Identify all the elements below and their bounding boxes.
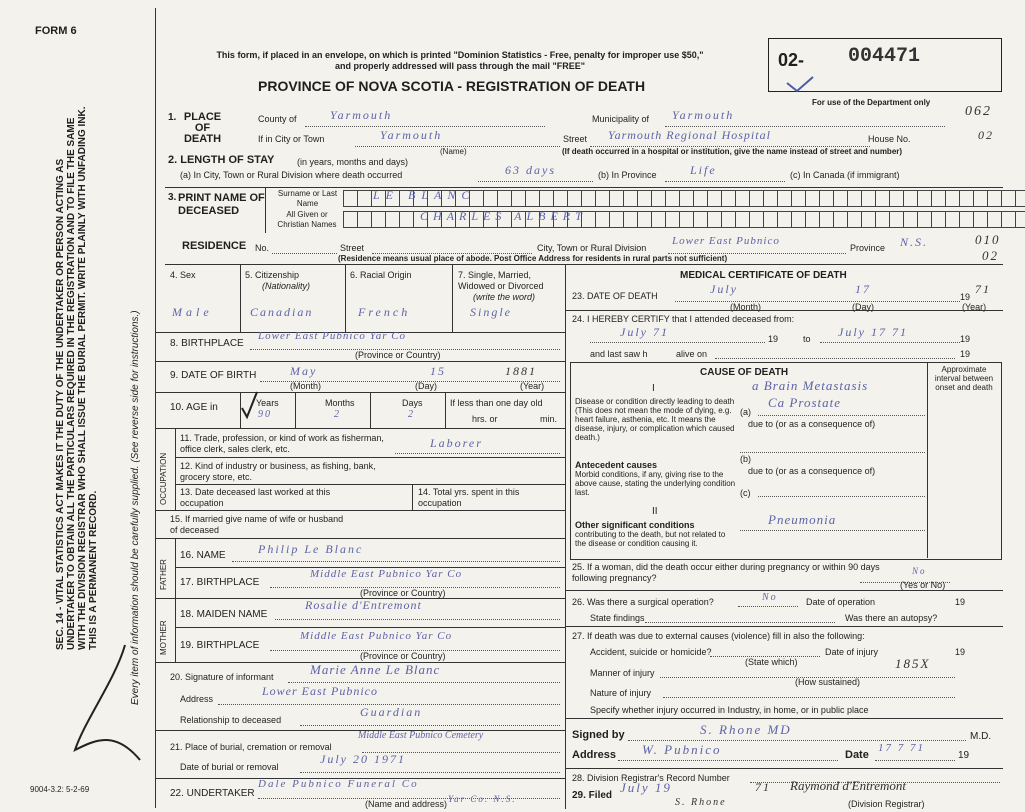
- q27-19: 19: [955, 647, 966, 657]
- signed-date-value: 17 7 71: [878, 742, 925, 754]
- dob-month-label: (Month): [290, 381, 322, 391]
- marital-sub: (write the word): [473, 292, 536, 302]
- q27-accident-label: Accident, suicide or homicide?: [590, 647, 712, 657]
- mother-maiden-label: 18. MAIDEN NAME: [180, 609, 268, 620]
- house-value: 02: [978, 128, 994, 142]
- residence-street-label: Street: [340, 243, 365, 253]
- q29-year: 71: [755, 780, 771, 794]
- q26-label: 26. Was there a surgical operation?: [572, 597, 714, 607]
- stay-canada-label: (c) In Canada (if immigrant): [790, 170, 900, 180]
- mother-birthplace-sub: (Province or Country): [360, 651, 446, 661]
- municipality-label: Municipality of: [592, 114, 650, 124]
- certify-19-b: 19: [960, 334, 971, 344]
- residence-code-2: 02: [982, 248, 999, 263]
- dob-label: 9. DATE OF BIRTH: [170, 370, 257, 381]
- q27-nature-label: Nature of injury: [590, 688, 652, 698]
- burial-place-label: 21. Place of burial, cremation or removal: [170, 742, 332, 752]
- total-years-label: 14. Total yrs. spent in this occupation: [418, 487, 520, 508]
- mother-birthplace-label: 19. BIRTHPLACE: [180, 640, 260, 651]
- informant-relation-value: Guardian: [360, 705, 423, 719]
- father-birthplace-value: Middle East Pubnico Yar Co: [310, 568, 463, 580]
- alive-on-label: alive on: [676, 349, 708, 359]
- form-title: PROVINCE OF NOVA SCOTIA - REGISTRATION OF DEATH: [258, 78, 646, 94]
- age-months-value: 2: [334, 409, 341, 420]
- racial-value: French: [358, 305, 411, 319]
- mother-maiden-value: Rosalie d'Entremont: [305, 598, 422, 612]
- father-name-label: 16. NAME: [180, 550, 226, 561]
- name-label: PRINT NAME OF DECEASED: [178, 192, 265, 217]
- undertaker-value: Dale Pubnico Funeral Co: [258, 778, 419, 790]
- stay-city-label: (a) In City, Town or Rural Division where death occurred: [180, 170, 403, 180]
- q29-sub: (Division Registrar): [848, 799, 925, 809]
- age-days-label: Days: [402, 398, 423, 408]
- age-months-label: Months: [325, 398, 355, 408]
- department-code: 062: [965, 104, 992, 119]
- side-notice-2: Every item of information should be carefully supplied. (See reverse side for instructions.): [130, 310, 141, 705]
- cause-title: CAUSE OF DEATH: [700, 367, 789, 378]
- due-to-label-2: due to (or as a consequence of): [748, 466, 876, 476]
- q26-date-label: Date of operation: [806, 597, 876, 607]
- mail-notice: This form, if placed in an envelope, on which is printed "Dominion Statistics - Free, penalty for improper use $50," and properly addressed will pass through the mail "FREE": [216, 50, 704, 71]
- other-desc: contributing to the death, but not related to the disease or condition causing it.: [575, 530, 726, 548]
- father-side-label: FATHER: [159, 559, 168, 590]
- certify-19-a: 19: [768, 334, 779, 344]
- q27-manner-label: Manner of injury: [590, 668, 655, 678]
- residence-city-value: Lower East Pubnico: [672, 235, 780, 247]
- q26-answer: No: [762, 592, 778, 603]
- signed-address-value: W. Pubnico: [642, 742, 722, 757]
- stay-province-label: (b) In Province: [598, 170, 657, 180]
- death-century: 19: [960, 292, 971, 302]
- undertaker-sub: (Name and address): [365, 799, 448, 809]
- trade-value: Laborer: [430, 436, 483, 450]
- undertaker-label: 22. UNDERTAKER: [170, 788, 255, 799]
- q25-label: 25. If a woman, did the death occur either during pregnancy or within 90 days following pregnancy?: [572, 562, 880, 583]
- q27-state-label: (State which): [745, 657, 798, 667]
- father-birthplace-label: 17. BIRTHPLACE: [180, 577, 260, 588]
- q27-manner-value: 185X: [895, 656, 931, 671]
- mother-side-label: MOTHER: [159, 620, 168, 655]
- age-less-label: If less than one day old: [450, 398, 543, 408]
- signed-label: Signed by: [572, 729, 625, 741]
- house-label: House No.: [868, 134, 911, 144]
- q25-answer: No: [912, 566, 927, 576]
- industry-label: 12. Kind of industry or business, as fishing, bank, grocery store, etc.: [180, 461, 376, 482]
- cause-b-label: (b): [740, 454, 751, 464]
- marital-label: 7. Single, Married, Widowed or Divorced: [458, 270, 544, 291]
- antecedent-desc: Morbid conditions, if any, giving rise to the above cause, stating the underlying condition last.: [575, 470, 736, 497]
- q26-autopsy-label: Was there an autopsy?: [845, 613, 938, 623]
- medical-title: MEDICAL CERTIFICATE OF DEATH: [680, 270, 847, 281]
- q28-label: 28. Division Registrar's Record Number: [572, 773, 730, 783]
- signed-century: 19: [958, 750, 970, 761]
- residence-no-label: No.: [255, 243, 270, 253]
- street-value: Yarmouth Regional Hospital: [608, 128, 771, 142]
- form-number: FORM 6: [35, 25, 77, 37]
- residence-code: 010: [975, 232, 1001, 247]
- city-label: If in City or Town: [258, 134, 325, 144]
- birthplace-label: 8. BIRTHPLACE: [170, 338, 244, 349]
- given-label: All Given or Christian Names: [277, 210, 337, 229]
- residence-label: RESIDENCE: [182, 240, 247, 252]
- racial-label: 6. Racial Origin: [350, 270, 412, 280]
- informant-relation-label: Relationship to deceased: [180, 715, 282, 725]
- cause-a-label: (a): [740, 407, 751, 417]
- age-label: 10. AGE in: [170, 402, 218, 413]
- residence-note: (Residence means usual place of abode. Post Office Address for residents in rural parts not sufficient): [338, 254, 728, 263]
- dob-day: 15: [430, 364, 446, 378]
- part-2-label: II: [652, 506, 658, 517]
- last-saw-19: 19: [960, 349, 971, 359]
- birthplace-value: Lower East Pubnico Yar Co: [258, 330, 407, 342]
- informant-sig-value: Marie Anne Le Blanc: [310, 662, 441, 677]
- certify-label: 24. I HEREBY CERTIFY that I attended deceased from:: [572, 314, 795, 324]
- certify-from-value: July 71: [620, 325, 669, 339]
- stay-label: 2. LENGTH OF STAY: [168, 154, 275, 166]
- citizenship-sub: (Nationality): [262, 281, 311, 291]
- registration-prefix: 02-: [778, 50, 805, 70]
- death-month-label: (Month): [730, 302, 762, 312]
- side-notice: SEC. 14 - VITAL STATISTICS ACT MAKES IT THE DUTY OF THE UNDERTAKER OR PERSON ACTING AS UNDERTAKER TO OBTAIN ALL THE PARTICULARS REQUIRED IN THE REGISTRATION AND TO FILE THE SAME WITH THE DIVISION REGISTRAR WHO SHALL ISSUE THE BURIAL PERMIT. WRITE PLAINLY WITH UNFADING INK. THIS IS A PERMANENT RECORD.: [55, 106, 99, 650]
- marital-value: Single: [470, 305, 512, 319]
- given-value: CHARLES ALBERT: [420, 209, 587, 223]
- other-label: Other significant conditions: [575, 520, 695, 530]
- informant-address-value: Lower East Pubnico: [262, 684, 378, 698]
- mother-birthplace-value: Middle East Pubnico Yar Co: [300, 630, 453, 642]
- dob-day-label: (Day): [415, 381, 437, 391]
- municipality-value: Yarmouth: [672, 108, 735, 122]
- residence-province-value: N.S.: [900, 235, 929, 249]
- father-name-value: Philip Le Blanc: [258, 542, 364, 556]
- death-day-label: (Day): [852, 302, 874, 312]
- signed-md: M.D.: [970, 731, 992, 742]
- burial-date-value: July 20 1971: [320, 752, 406, 766]
- age-hrs-label: hrs. or: [472, 414, 498, 424]
- trade-label: 11. Trade, profession, or kind of work as fisherman, office clerk, sales clerk, etc.: [180, 433, 384, 454]
- q26-19: 19: [955, 597, 966, 607]
- check-mark-icon: [785, 75, 815, 95]
- city-value: Yarmouth: [380, 128, 443, 142]
- death-year-value: 71: [975, 282, 991, 296]
- death-month-value: July: [710, 282, 738, 296]
- stat-code: 9004-3.2: 5-2-69: [30, 785, 90, 794]
- hospital-note: (If death occurred in a hospital or institution, give the name instead of street and number): [562, 147, 903, 156]
- signed-value: S. Rhone MD: [700, 722, 792, 737]
- citizenship-label: 5. Citizenship: [245, 270, 300, 280]
- dob-month: May: [290, 364, 318, 378]
- death-day-value: 17: [855, 282, 871, 296]
- stay-city-value: 63 days: [505, 163, 556, 177]
- stay-province-value: Life: [690, 163, 717, 177]
- death-date-label: 23. DATE OF DEATH: [572, 291, 658, 301]
- q29-by: S. Rhone: [675, 797, 727, 808]
- surname-value: LE BLANC: [373, 188, 476, 202]
- place-label-num: 1.: [168, 112, 177, 123]
- dob-year: 1881: [505, 364, 537, 378]
- death-year-label: (Year): [962, 302, 987, 312]
- stay-label-2: (in years, months and days): [297, 157, 409, 167]
- surname-label: Surname or Last Name: [277, 189, 338, 208]
- cause-a-value-2: Ca Prostate: [768, 395, 841, 410]
- q26-findings-label: State findings: [590, 613, 645, 623]
- q27-date-label: Date of injury: [825, 647, 879, 657]
- department-label: For use of the Department only: [812, 98, 931, 107]
- sex-label: 4. Sex: [170, 270, 196, 280]
- q29-registrar: Raymond d'Entremont: [790, 778, 907, 793]
- q25-sub: (Yes or No): [900, 580, 946, 590]
- residence-city-label: City, Town or Rural Division: [537, 243, 647, 253]
- q27-sustained-label: (How sustained): [795, 677, 861, 687]
- due-to-label-1: due to (or as a consequence of): [748, 419, 876, 429]
- interval-label: Approximate interval between onset and death: [934, 365, 994, 392]
- cause-a-value: a Brain Metastasis: [752, 378, 869, 393]
- q27-label: 27. If death was due to external causes (violence) fill in also the following:: [572, 631, 865, 641]
- county-label: County of: [258, 114, 297, 124]
- birthplace-sub: (Province or Country): [355, 350, 441, 360]
- undertaker-value-2: Yar Co. N.S.: [448, 794, 517, 804]
- informant-address-label: Address: [180, 694, 214, 704]
- residence-province-label: Province: [850, 243, 886, 253]
- direct-cause-label: Disease or condition directly leading to death (This does not mean the mode of dying, e.g. heart failure, asthenia, etc. It means the disease, injury, or complication which caused death.): [575, 397, 735, 442]
- antecedent-label: Antecedent causes: [575, 460, 658, 470]
- burial-place-value: Middle East Pubnico Cemetery: [358, 730, 484, 741]
- informant-sig-label: 20. Signature of informant: [170, 672, 274, 682]
- sex-value: Male: [172, 305, 213, 319]
- certify-to-label: to: [803, 334, 811, 344]
- certify-to-value: July 17 71: [838, 325, 908, 339]
- county-value: Yarmouth: [330, 108, 393, 122]
- q29-date: July 19: [620, 780, 672, 795]
- age-years-value: 90: [258, 409, 272, 420]
- age-years-label: Years: [256, 398, 279, 408]
- q29-label: 29. Filed: [572, 790, 613, 801]
- burial-date-label: Date of burial or removal: [180, 762, 279, 772]
- age-days-value: 2: [408, 409, 415, 420]
- left-margin-line: [155, 8, 156, 808]
- last-worked-label: 13. Date deceased last worked at this occupation: [180, 487, 331, 508]
- citizenship-value: Canadian: [250, 305, 314, 319]
- street-label: Street: [563, 134, 588, 144]
- other-value: Pneumonia: [768, 512, 837, 527]
- name-sub-label: (Name): [440, 147, 467, 156]
- name-label-num: 3.: [168, 192, 177, 203]
- place-label: PLACE OF DEATH: [183, 111, 222, 145]
- q27-specify-label: Specify whether injury occurred in Industry, in home, or in public place: [590, 705, 869, 715]
- registration-number: 004471: [848, 45, 921, 68]
- father-birthplace-sub: (Province or Country): [360, 588, 446, 598]
- signature-scribble: [55, 640, 150, 770]
- age-min-label: min.: [540, 414, 558, 424]
- part-1-label: I: [652, 383, 655, 394]
- occupation-side-label: OCCUPATION: [159, 452, 168, 505]
- signed-address-label: Address: [572, 749, 617, 761]
- last-saw-label: and last saw h: [590, 349, 648, 359]
- wife-label: 15. If married give name of wife or husband of deceased: [170, 514, 344, 535]
- cause-c-label: (c): [740, 488, 751, 498]
- dob-year-label: (Year): [520, 381, 545, 391]
- signed-date-label: Date: [845, 749, 869, 761]
